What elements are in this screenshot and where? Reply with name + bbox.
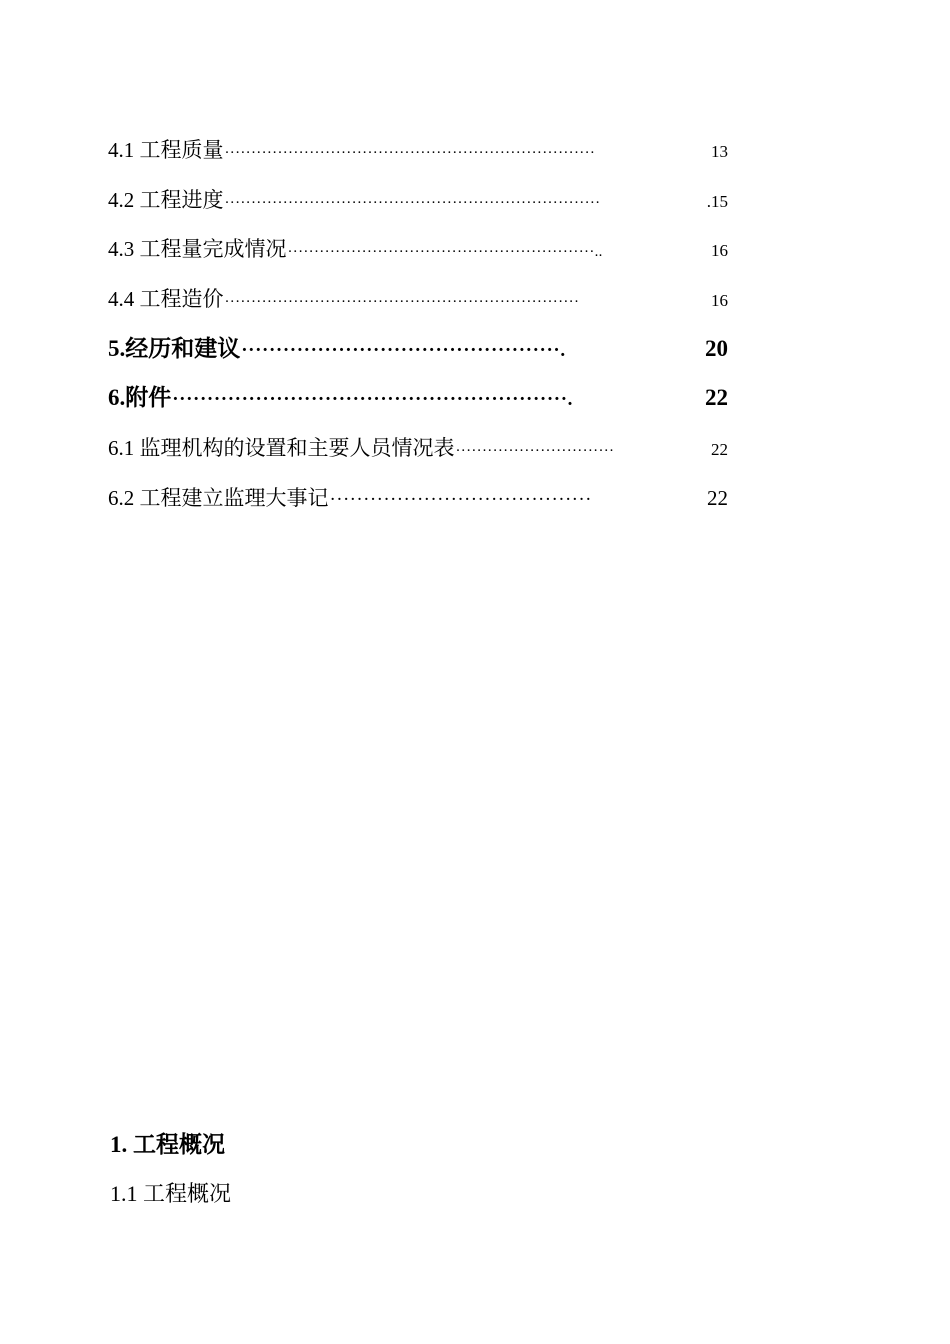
toc-entry-6-2[interactable] (108, 476, 728, 526)
toc-entry-label: 6.2 工程建立监理大事记 (108, 485, 329, 510)
toc-entry-label: 4.3 工程量完成情况 (108, 237, 287, 262)
toc-entry-4-4[interactable] (108, 277, 728, 327)
toc-dot-leader: ······································································· (224, 194, 601, 211)
toc-entry-6[interactable] (108, 376, 728, 426)
section-heading: 1. 工程概况 (110, 1132, 225, 1157)
toc-page-number: 16 (711, 241, 728, 261)
toc-dot-leader: ······································································ (224, 145, 596, 161)
toc-entry-label: 4.4 工程造价 (108, 287, 224, 312)
toc-page-number: 16 (711, 291, 728, 311)
toc-entry-label: 4.1 工程质量 (108, 138, 224, 162)
toc-dot-leader: ······································· (329, 488, 592, 510)
toc-entry-4-2[interactable] (108, 178, 728, 228)
toc-entry-label: 4.2 工程进度 (108, 187, 224, 212)
toc-dot-leader: ··························································.. (287, 244, 603, 261)
toc-entry-label: 5.经历和建议 (108, 335, 241, 361)
toc-page-number: 22 (711, 440, 728, 460)
toc-entry-label: 6.1 监理机构的设置和主要人员情况表 (108, 436, 455, 461)
toc-entry-4-1[interactable] (108, 128, 728, 178)
table-of-contents (108, 128, 728, 526)
toc-page-number: 13 (711, 142, 728, 161)
toc-dot-leader: ·························································. (172, 389, 573, 411)
subsection-heading: 1.1 工程概况 (110, 1181, 232, 1206)
toc-page-number: 22 (707, 485, 728, 510)
toc-dot-leader: ······························ (455, 443, 615, 460)
toc-page-number: .15 (706, 191, 728, 211)
toc-page-number: 22 (705, 385, 728, 411)
toc-entry-5[interactable] (108, 327, 728, 377)
toc-entry-6-1[interactable] (108, 426, 728, 476)
toc-dot-leader: ··············································. (241, 339, 566, 361)
toc-entry-label: 6.附件 (108, 385, 172, 411)
toc-entry-4-3[interactable] (108, 227, 728, 277)
toc-page-number: 20 (705, 335, 728, 361)
toc-dot-leader: ··································································· (224, 294, 580, 311)
